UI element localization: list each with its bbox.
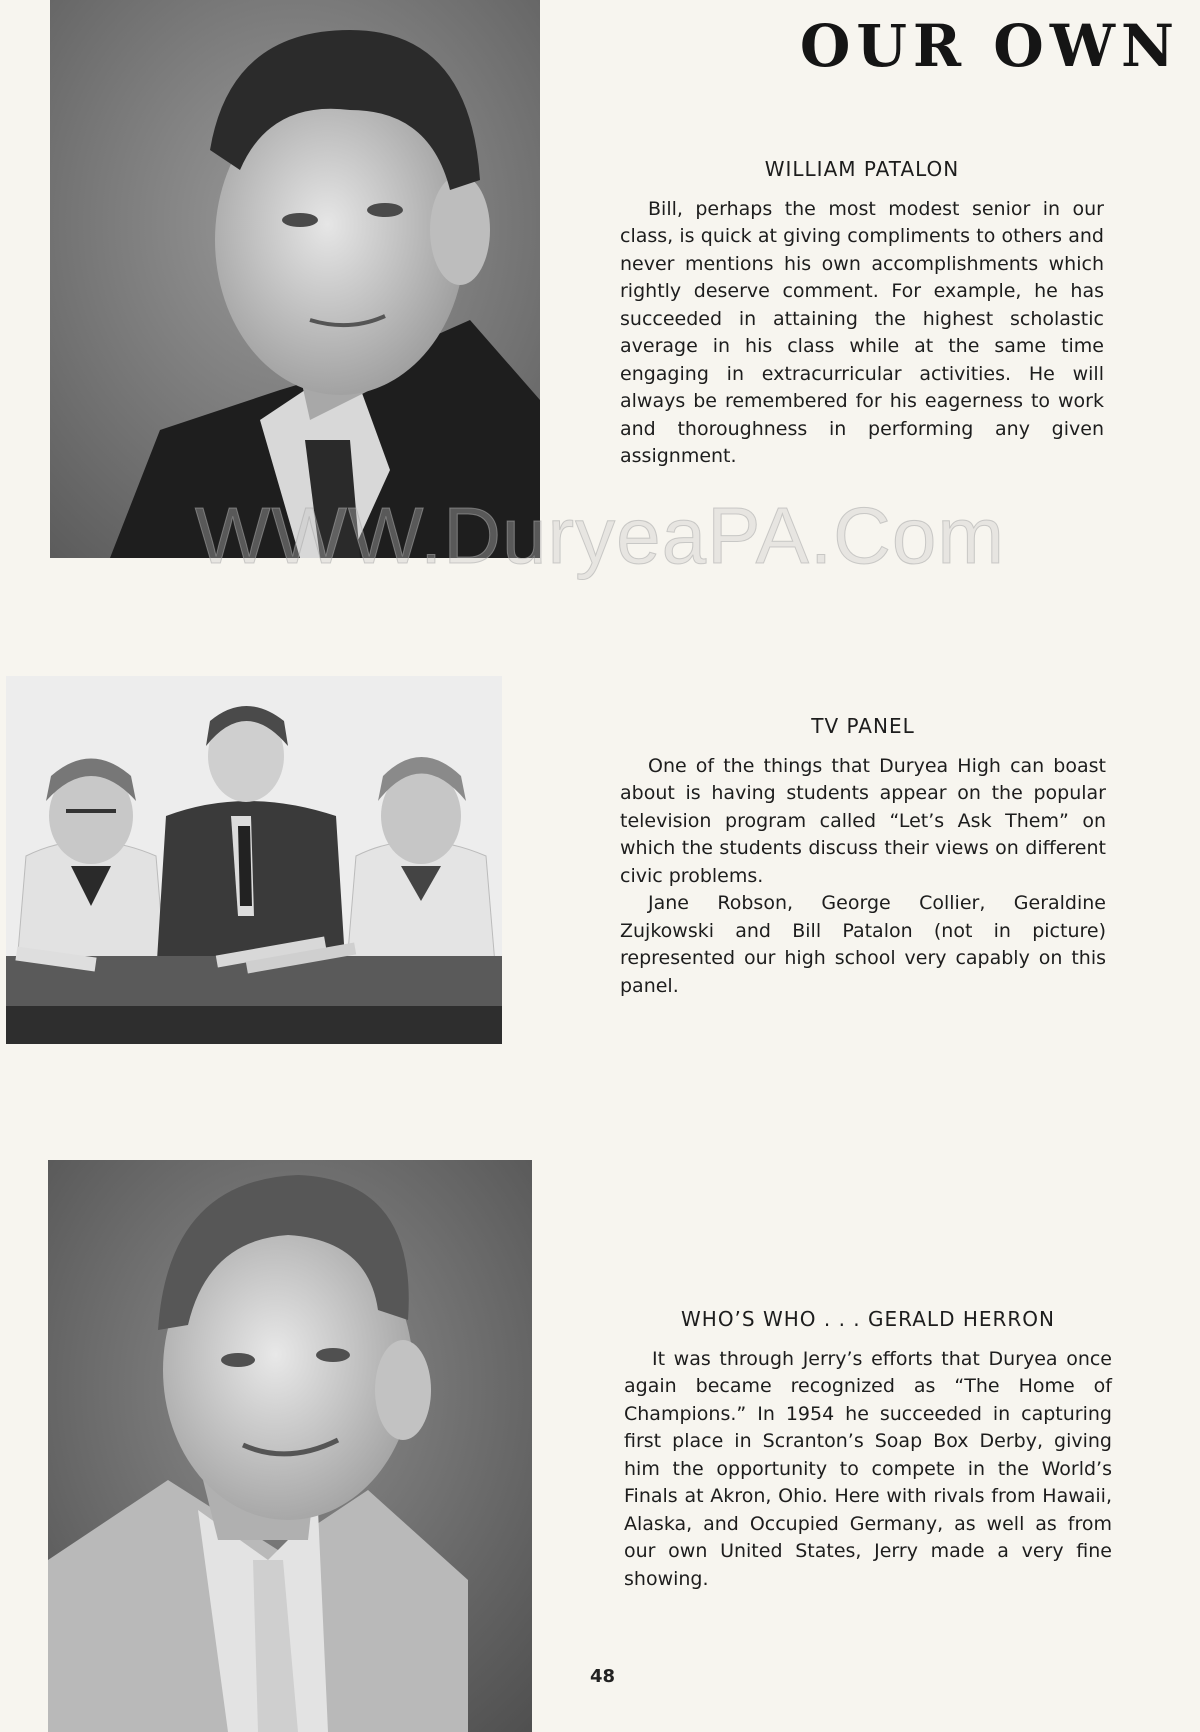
section-body <box>620 196 1104 471</box>
portrait-photo-gerald-herron <box>48 1160 532 1732</box>
paragraph: One of the things that Duryea High can boast about is having students appear on the popular television program called “Let’s Ask Them” on which the students discuss their views on different civic problems. <box>620 754 1106 887</box>
paragraph: It was through Jerry’s efforts that Duryea once again became recognized as “The Home of Champions.” In 1954 he succeeded in capturing first place in Scranton’s Soap Box Derby, giving him the opportunity to compete in the World’s Finals at Akron, Ohio. Here with rivals from Hawaii, Alaska, and Occupied Germany, as well as from our own United States, Jerry made a very fine showing. <box>624 1347 1112 1590</box>
page-title: OUR OWN <box>799 12 1180 80</box>
section-body <box>620 753 1106 1001</box>
paragraph: Bill, perhaps the most modest senior in our class, is quick at giving compliments to others and never mentions his own accomplishments which rightly deserve comment. For example, he has succeeded in attaining the highest scholastic average in his class while at the same time engaging in extracurricular activities. He will always be remembered for his eagerness to work and thoroughness in performing any given assignment. <box>620 197 1104 467</box>
watermark: WWW.DuryeaPA.Com <box>194 491 1006 580</box>
section-gerald-herron <box>624 1306 1112 1593</box>
page-number: 48 <box>590 1666 616 1687</box>
section-heading: WILLIAM PATALON <box>764 157 960 181</box>
section-body <box>624 1346 1112 1594</box>
section-william-patalon <box>620 156 1104 471</box>
group-photo-tv-panel <box>6 676 502 1044</box>
paragraph: Jane Robson, George Collier, Geraldine Zujkowski and Bill Patalon (not in picture) represented our high school very capably on this panel. <box>620 892 1106 997</box>
section-heading: TV PANEL <box>811 714 915 738</box>
section-heading: WHO’S WHO . . . GERALD HERRON <box>681 1307 1055 1331</box>
portrait-photo-william-patalon <box>50 0 540 558</box>
section-tv-panel <box>620 713 1106 1000</box>
